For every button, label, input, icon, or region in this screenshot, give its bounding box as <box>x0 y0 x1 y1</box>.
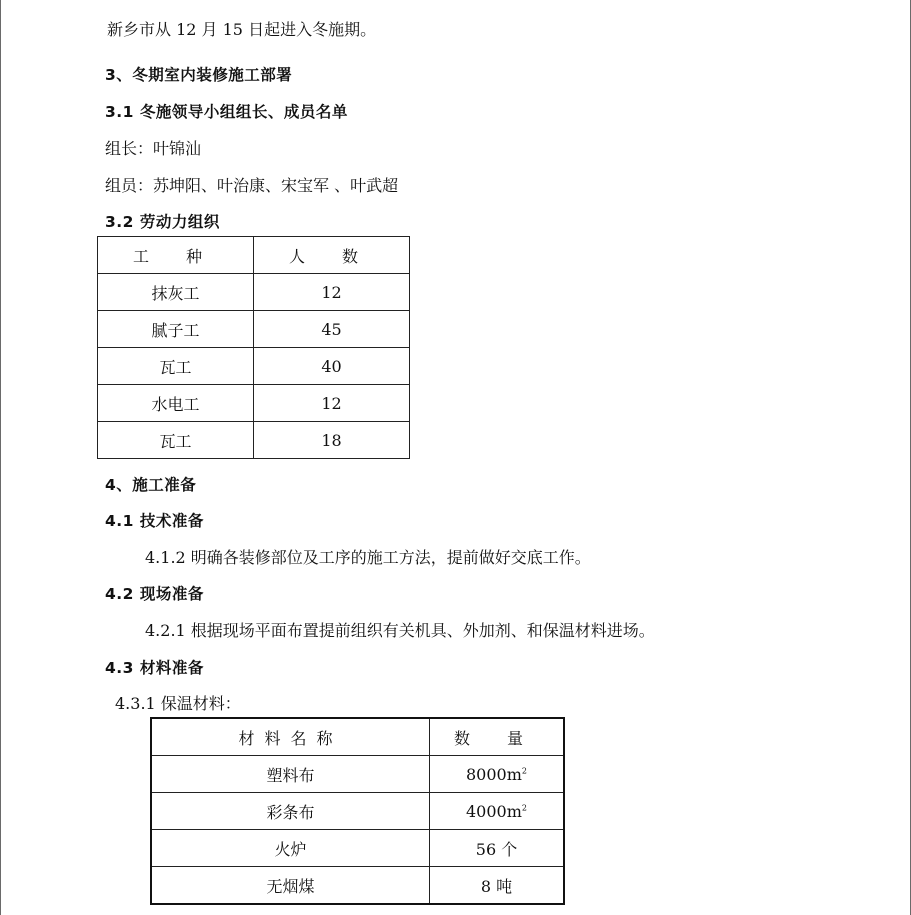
material-name-cell: 彩条布 <box>151 793 430 830</box>
material-qty-value: 56 个 <box>475 839 518 859</box>
material-qty-value: 8 吨 <box>480 876 513 896</box>
material-qty-cell <box>430 793 565 830</box>
labor-header-count: 人 数 <box>254 237 410 274</box>
table-row <box>151 793 564 830</box>
material-qty-cell <box>430 756 565 793</box>
material-name-cell: 塑料布 <box>151 756 430 793</box>
team-leader-line: 组长：叶锦汕 <box>105 139 202 158</box>
table-row <box>98 422 410 459</box>
labor-trade-cell: 腻子工 <box>98 311 254 348</box>
unit-exponent: 2 <box>521 803 527 813</box>
labor-header-trade: 工 种 <box>98 237 254 274</box>
material-qty-value: 4000m <box>466 801 522 821</box>
labor-table <box>97 236 410 459</box>
labor-trade-cell: 抹灰工 <box>98 274 254 311</box>
materials-header-qty: 数 量 <box>430 718 565 756</box>
unit-exponent: 2 <box>521 766 527 776</box>
table-row <box>98 348 410 385</box>
section-4-3-heading: 4.3 材料准备 <box>105 659 204 677</box>
material-qty-cell <box>430 867 565 905</box>
labor-count-cell: 40 <box>254 348 410 385</box>
material-qty-value: 8000m <box>466 764 522 784</box>
section-4-1-heading: 4.1 技术准备 <box>105 512 204 530</box>
labor-trade-cell: 瓦工 <box>98 348 254 385</box>
table-row <box>151 867 564 905</box>
labor-count-cell: 12 <box>254 274 410 311</box>
team-members-line: 组员：苏坤阳、叶治康、宋宝军 、叶武超 <box>105 176 399 195</box>
table-row <box>98 385 410 422</box>
materials-header-name: 材料名称 <box>151 718 430 756</box>
labor-count-cell: 18 <box>254 422 410 459</box>
table-row <box>98 274 410 311</box>
table-row <box>151 830 564 867</box>
labor-table-header-row <box>98 237 410 274</box>
section-4-2-heading: 4.2 现场准备 <box>105 585 204 603</box>
material-name-cell: 火炉 <box>151 830 430 867</box>
intro-line: 新乡市从 12 月 15 日起进入冬施期。 <box>107 20 377 39</box>
labor-count-cell: 45 <box>254 311 410 348</box>
section-3-2-heading: 3.2 劳动力组织 <box>105 213 220 231</box>
table-row <box>98 311 410 348</box>
item-4-3-1: 4.3.1 保温材料： <box>115 694 241 713</box>
materials-table-header-row <box>151 718 564 756</box>
labor-trade-cell: 水电工 <box>98 385 254 422</box>
labor-count-cell: 12 <box>254 385 410 422</box>
section-3-1-heading: 3.1 冬施领导小组组长、成员名单 <box>105 103 348 121</box>
section-3-heading: 3、冬期室内装修施工部署 <box>105 66 293 84</box>
item-4-2-1: 4.2.1 根据现场平面布置提前组织有关机具、外加剂、和保温材料进场。 <box>145 621 655 640</box>
material-name-cell: 无烟煤 <box>151 867 430 905</box>
table-row <box>151 756 564 793</box>
labor-trade-cell: 瓦工 <box>98 422 254 459</box>
item-4-1-2: 4.1.2 明确各装修部位及工序的施工方法，提前做好交底工作。 <box>145 548 591 567</box>
materials-table <box>150 717 565 905</box>
section-4-heading: 4、施工准备 <box>105 476 197 494</box>
material-qty-cell <box>430 830 565 867</box>
